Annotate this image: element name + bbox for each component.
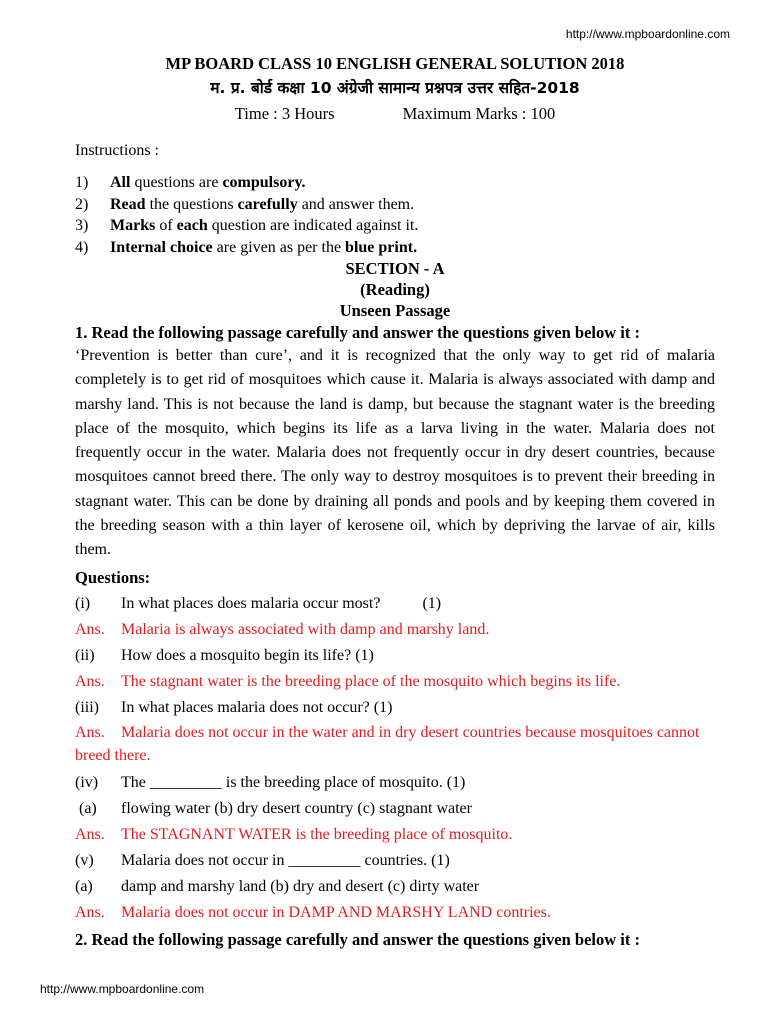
- answer-row: [75, 721, 715, 768]
- question-text: The _________ is the breeding place of mosquito. (1): [121, 773, 466, 791]
- question-number: (v): [75, 851, 94, 869]
- question-number: (iii): [75, 698, 99, 716]
- instruction-bold: blue print.: [345, 238, 418, 256]
- instruction-text: questions are: [130, 174, 223, 191]
- answer-text: The stagnant water is the breeding place of the mosquito which begins its life.: [121, 672, 621, 690]
- instruction-item: [75, 215, 715, 237]
- document-page: [75, 52, 715, 951]
- option-label: (a): [75, 877, 93, 895]
- instructions-heading: Instructions :: [75, 142, 159, 159]
- answer-text: Malaria does not occur in the water and in dry desert countries because mosquitoes cannot breed there.: [75, 723, 700, 765]
- question-2-heading: 2. Read the following passage carefully and answer the questions given below it :: [75, 929, 640, 949]
- instruction-text: of: [155, 217, 177, 234]
- question-number: (ii): [75, 646, 95, 664]
- instruction-text: question are indicated against it.: [207, 217, 419, 234]
- instruction-bold: each: [176, 217, 208, 234]
- answer-text: Malaria is always associated with damp and marshy land.: [121, 620, 490, 638]
- footer-url[interactable]: http://www.mpboardonline.com: [40, 982, 205, 996]
- instruction-item: [75, 237, 715, 259]
- page-title-hindi: म. प्र. बोर्ड कक्षा 10 अंग्रेजी सामान्य प्रश्नपत्र उत्तर सहित-2018: [210, 79, 580, 97]
- question-row: [75, 643, 715, 669]
- question-text: Malaria does not occur in _________ countries. (1): [121, 851, 450, 869]
- instruction-number: 1): [75, 174, 89, 191]
- instruction-item: [75, 194, 715, 216]
- answer-row: [75, 617, 715, 643]
- options-text: damp and marshy land (b) dry and desert (c) dirty water: [121, 877, 480, 895]
- options-text: flowing water (b) dry desert country (c) stagnant water: [121, 799, 472, 817]
- options-row: [75, 874, 715, 900]
- answer-label: Ans.: [75, 903, 105, 921]
- instruction-bold: Internal choice: [110, 238, 213, 256]
- section-subtitle: (Reading): [360, 280, 430, 299]
- question-number: (i): [75, 594, 91, 612]
- question-row: [75, 770, 715, 796]
- max-marks: Maximum Marks : 100: [402, 104, 556, 123]
- answer-label: Ans.: [75, 825, 105, 843]
- instruction-text: and answer them.: [297, 195, 415, 213]
- question-1-heading: 1. Read the following passage carefully and answer the questions given below it :: [75, 323, 640, 342]
- instructions-list: [75, 172, 715, 258]
- answer-row: [75, 822, 715, 848]
- question-text: How does a mosquito begin its life? (1): [121, 646, 374, 664]
- question-number: (iv): [75, 773, 99, 791]
- question-row: [75, 848, 715, 874]
- instruction-number: 3): [75, 217, 89, 234]
- instruction-item: [75, 172, 715, 194]
- header-url[interactable]: http://www.mpboardonline.com: [565, 27, 730, 41]
- answer-label: Ans.: [75, 672, 105, 690]
- exam-meta: [75, 102, 715, 126]
- instruction-bold: carefully: [237, 195, 298, 213]
- instruction-bold: All: [110, 174, 131, 191]
- answer-label: Ans.: [75, 620, 105, 638]
- instruction-bold: Read: [110, 195, 146, 213]
- answer-label: Ans.: [75, 723, 105, 741]
- answer-row: [75, 900, 715, 926]
- options-row: [75, 796, 715, 822]
- instruction-text: are given as per the: [212, 238, 346, 256]
- question-marks: (1): [422, 594, 442, 612]
- instruction-bold: Marks: [110, 217, 156, 234]
- option-label: (a): [75, 799, 97, 817]
- answer-text: The STAGNANT WATER is the breeding place of mosquito.: [121, 825, 513, 843]
- question-row: [75, 591, 715, 617]
- exam-time: Time : 3 Hours: [234, 104, 335, 123]
- instruction-number: 2): [75, 195, 89, 213]
- question-text: In what places does malaria occur most?: [121, 594, 381, 612]
- answer-text: Malaria does not occur in DAMP AND MARSHY LAND contries.: [121, 903, 551, 921]
- question-text: In what places malaria does not occur? (1): [121, 698, 393, 716]
- instruction-text: the questions: [145, 195, 238, 213]
- question-row: [75, 695, 715, 721]
- section-title: SECTION - A: [345, 259, 445, 278]
- section-subtitle-2: Unseen Passage: [339, 301, 451, 320]
- answer-row: [75, 669, 715, 695]
- page-title: MP BOARD CLASS 10 ENGLISH GENERAL SOLUTION 2018: [165, 54, 625, 73]
- instruction-bold: compulsory.: [222, 174, 306, 191]
- passage-text: ‘Prevention is better than cure’, and it is recognized that the only way to get rid of malaria completely is to get rid of mosquitoes which cause it. Malaria is always associated with damp and marshy land. This is not because the land is damp, but because the stagnant water is the breeding place of the mosquito, which begins its life as a larva living in the water. Malaria does not frequently occur in the water. Malaria does not frequently occur in dry desert countries, because mosquitoes cannot breed there. The only way to destroy mosquitoes is to prevent their breeding in stagnant water. This can be done by draining all ponds and pools and by keeping them covered in the breeding season with a thin layer of kerosene oil, which by depriving the larvae of air, kills them.: [75, 347, 715, 559]
- questions-label: Questions:: [75, 567, 151, 587]
- instruction-number: 4): [75, 238, 89, 256]
